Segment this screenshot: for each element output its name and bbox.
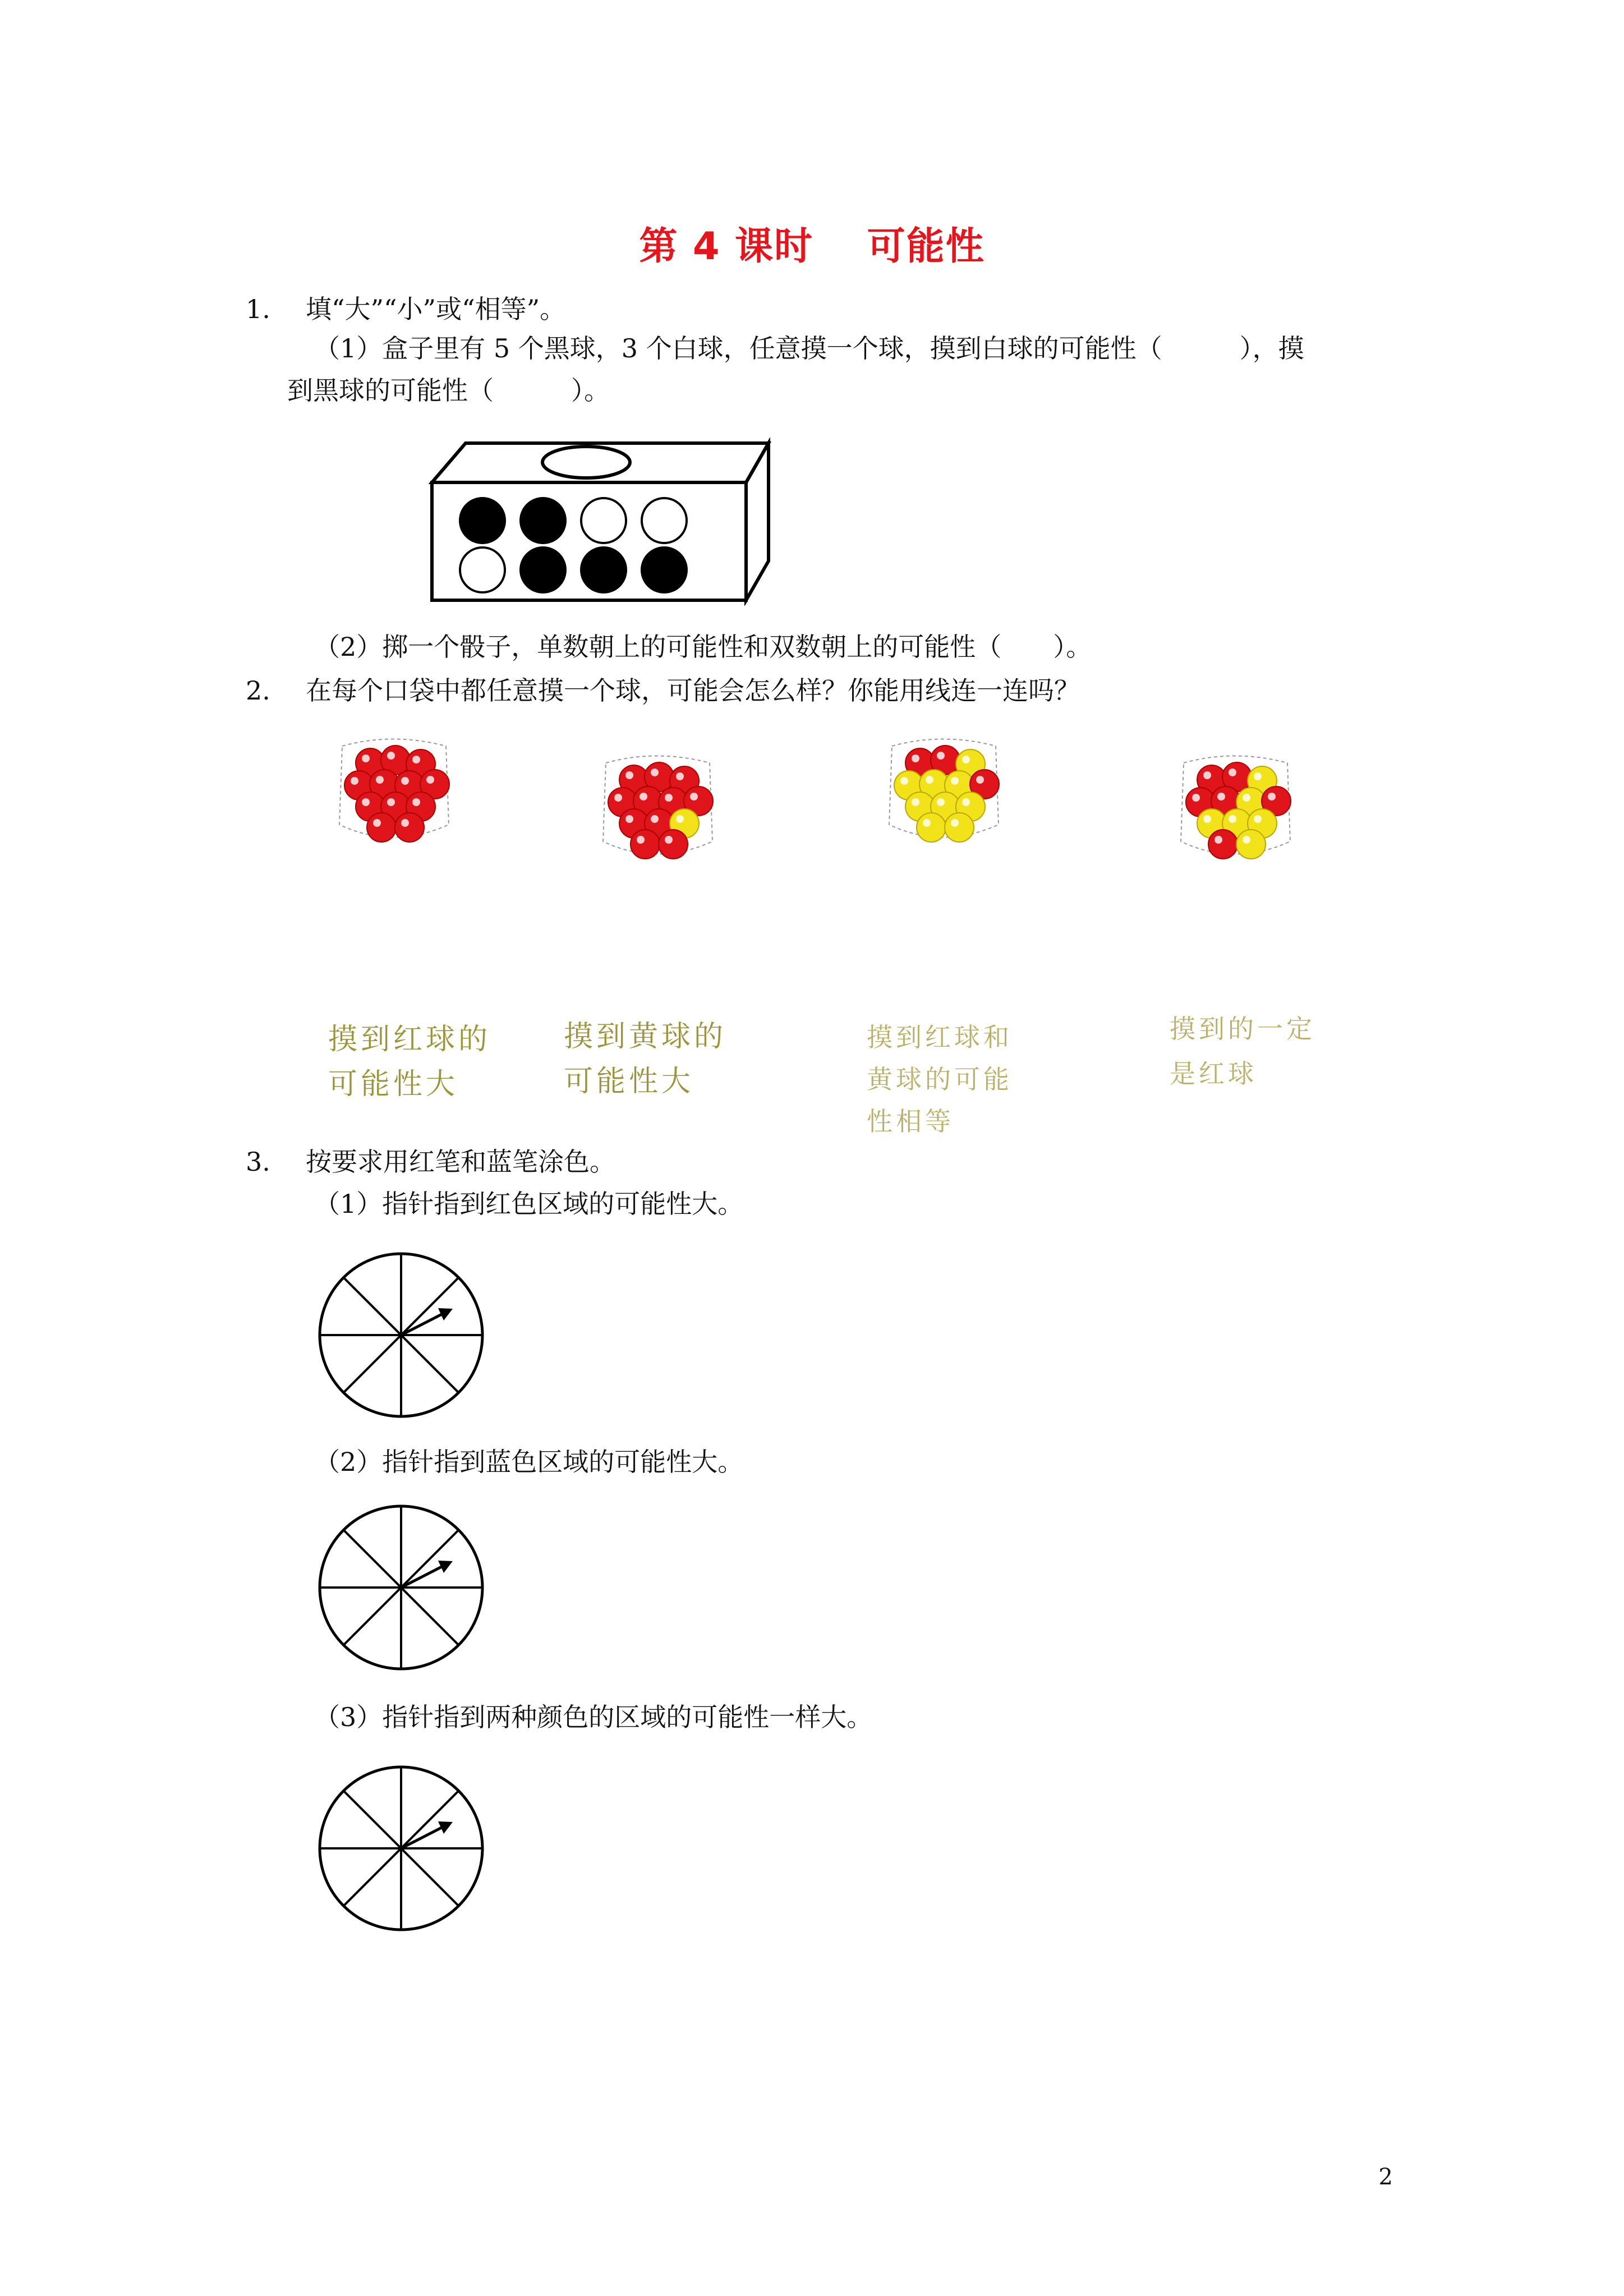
ball-highlight <box>676 815 684 823</box>
ball-highlight <box>1214 836 1222 844</box>
ball-highlight <box>1217 793 1225 800</box>
bag-1-all-red <box>331 735 460 858</box>
spinner-3[interactable] <box>314 1761 488 1935</box>
ball-highlight <box>912 798 919 806</box>
red-ball <box>659 830 688 859</box>
option-1-line2: 可能性大 <box>328 1068 459 1101</box>
ball-highlight <box>401 819 409 827</box>
pointer-arrow <box>401 1565 445 1588</box>
spinner-1[interactable] <box>314 1248 488 1422</box>
ball-highlight <box>637 836 645 844</box>
white-ball <box>460 547 505 592</box>
ball-highlight <box>1229 815 1236 823</box>
bag-3-mostly-yellow <box>881 735 1010 858</box>
ball-highlight <box>1268 793 1276 800</box>
q3-sub3: （3）指针指到两种颜色的区域的可能性一样大。 <box>314 1702 873 1732</box>
q2-number: 2. <box>246 675 270 706</box>
black-ball <box>460 498 505 543</box>
q1-sub1-line1: （1）盒子里有 5 个黑球，3 个白球，任意摸一个球，摸到白球的可能性（ ），摸 <box>314 333 1304 364</box>
yellow-ball <box>945 813 974 842</box>
option-4-line2: 是红球 <box>1170 1059 1257 1089</box>
ball-highlight <box>376 776 384 784</box>
ball-highlight <box>362 798 370 806</box>
ball-highlight <box>962 756 970 763</box>
q1-sub2: （2）掷一个骰子，单数朝上的可能性和双数朝上的可能性（ ）。 <box>314 632 1092 662</box>
yellow-ball <box>917 813 946 842</box>
q1-number: 1. <box>246 294 270 324</box>
ball-highlight <box>1229 769 1236 776</box>
ball-highlight <box>1254 772 1262 780</box>
ball-highlight <box>900 777 908 785</box>
ball-highlight <box>387 752 395 760</box>
q3-prompt: 按要求用红笔和蓝笔涂色。 <box>306 1147 615 1177</box>
ball-highlight <box>412 798 420 806</box>
ball-highlight <box>426 776 434 784</box>
ball-highlight <box>614 794 622 802</box>
ball-highlight <box>937 798 945 806</box>
page-number: 2 <box>1378 2164 1393 2190</box>
ball-highlight <box>976 776 984 784</box>
ball-highlight <box>1243 836 1250 844</box>
option-2-line2: 可能性大 <box>564 1065 694 1098</box>
ball-highlight <box>651 815 659 823</box>
page-title: 第 4 课时 可能性 <box>639 224 985 269</box>
q3-sub1: （1）指针指到红色区域的可能性大。 <box>314 1189 744 1219</box>
red-ball <box>631 830 660 859</box>
red-ball <box>367 813 396 842</box>
ball-highlight <box>676 772 684 780</box>
q1-prompt: 填“大”“小”或“相等”。 <box>306 294 566 324</box>
ball-highlight <box>937 752 945 760</box>
ball-highlight <box>1203 771 1211 779</box>
ball-highlight <box>951 819 959 827</box>
black-ball <box>521 547 565 592</box>
ball-highlight <box>665 836 673 844</box>
q3-number: 3. <box>246 1147 270 1177</box>
black-ball <box>581 547 626 592</box>
ball-highlight <box>351 777 358 785</box>
ball-highlight <box>962 798 970 806</box>
ball-highlight <box>401 777 409 785</box>
white-ball <box>581 498 626 543</box>
spinner-2[interactable] <box>314 1501 488 1674</box>
ball-highlight <box>625 815 633 823</box>
ball-highlight <box>923 819 931 827</box>
option-3-line2: 黄球的可能 <box>867 1064 1013 1094</box>
ball-highlight <box>951 777 959 785</box>
black-ball <box>521 498 565 543</box>
white-ball <box>642 498 687 543</box>
ball-highlight <box>362 754 370 762</box>
option-1-line1: 摸到红球的 <box>328 1023 491 1056</box>
ball-highlight <box>912 754 919 762</box>
bag-4-half-red-half-yellow <box>1172 752 1301 864</box>
q1-sub1-line2: 到黑球的可能性（ ）。 <box>287 375 610 406</box>
pointer-arrow <box>401 1826 445 1848</box>
ball-highlight <box>651 769 659 776</box>
red-ball <box>395 813 424 842</box>
black-ball <box>642 547 687 592</box>
yellow-ball <box>1236 830 1266 859</box>
ball-highlight <box>665 794 673 802</box>
ball-highlight <box>1192 794 1200 802</box>
ball-highlight <box>1203 815 1211 823</box>
ball-highlight <box>412 756 420 763</box>
ball-highlight <box>625 771 633 779</box>
ball-highlight <box>387 798 395 806</box>
ball-highlight <box>926 776 933 784</box>
q2-prompt: 在每个口袋中都任意摸一个球，可能会怎么样？你能用线连一连吗？ <box>306 675 1080 706</box>
ball-highlight <box>373 819 381 827</box>
option-4-line1: 摸到的一定 <box>1170 1014 1315 1044</box>
option-3-line1: 摸到红球和 <box>867 1022 1013 1052</box>
ball-box-figure <box>426 438 774 606</box>
red-ball <box>1208 830 1237 859</box>
box-balls <box>460 498 687 592</box>
ball-highlight <box>1243 794 1250 802</box>
ball-highlight <box>640 793 647 800</box>
pointer-arrow <box>401 1313 445 1335</box>
bag-2-mostly-red <box>595 752 724 864</box>
q3-sub2: （2）指针指到蓝色区域的可能性大。 <box>314 1447 744 1477</box>
ball-highlight <box>1254 815 1262 823</box>
ball-highlight <box>690 793 698 800</box>
option-2-line1: 摸到黄球的 <box>564 1020 727 1053</box>
option-3-line3: 性相等 <box>867 1106 954 1137</box>
